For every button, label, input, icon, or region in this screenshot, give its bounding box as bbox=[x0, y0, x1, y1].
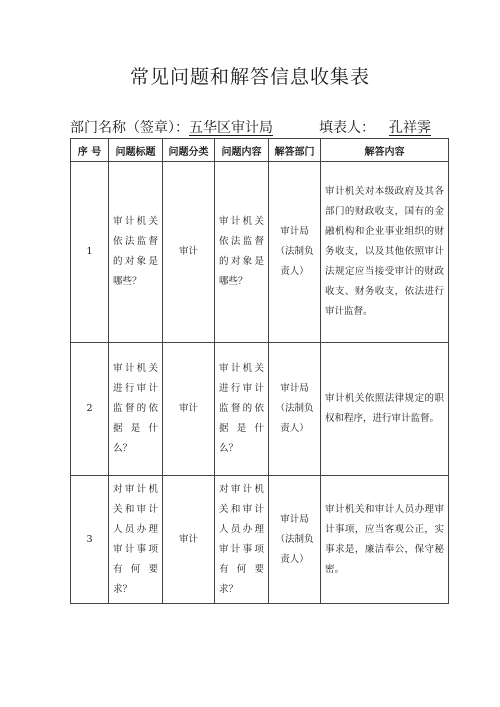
cell-answer: 审计机关和审计人员办理审计事项，应当客观公正，实事求是，廉洁奉公，保守秘密。 bbox=[321, 476, 449, 604]
cell-title: 对审计机关和审计人员办理审计事项有何要求？ bbox=[109, 476, 163, 604]
header-answer: 解答内容 bbox=[321, 139, 449, 162]
cell-content: 审计机关进行审计监督的依据是什么？ bbox=[215, 343, 269, 476]
form-meta bbox=[70, 117, 470, 137]
cell-category: 审计 bbox=[163, 162, 215, 343]
cell-content: 审计机关依法监督的对象是哪些？ bbox=[215, 162, 269, 343]
cell-dept: 审计局（法制负责人） bbox=[269, 343, 321, 476]
table-row bbox=[71, 343, 449, 476]
cell-category: 审计 bbox=[163, 343, 215, 476]
cell-category: 审计 bbox=[163, 476, 215, 604]
form-title: 常见问题和解答信息收集表 bbox=[129, 66, 370, 88]
header-no: 序 号 bbox=[71, 139, 109, 162]
cell-no: 2 bbox=[71, 343, 109, 476]
header-category: 问题分类 bbox=[163, 139, 215, 162]
dept-value: 五华区审计局 bbox=[189, 120, 273, 136]
filler-value: 孔祥霁 bbox=[389, 120, 431, 136]
filler-label: 填表人： bbox=[319, 120, 375, 136]
cell-no: 1 bbox=[71, 162, 109, 343]
cell-dept: 审计局（法制负责人） bbox=[269, 476, 321, 604]
table-header-row bbox=[71, 139, 449, 162]
cell-dept: 审计局（法制负责人） bbox=[269, 162, 321, 343]
cell-title: 审计机关依法监督的对象是哪些？ bbox=[109, 162, 163, 343]
cell-answer: 审计机关对本级政府及其各部门的财政收支，国有的金融机构和企业事业组织的财务收支，以及其他依照审计法规定应当接受审计的财政收支、财务收支，依法进行审计监督。 bbox=[321, 162, 449, 343]
header-title: 问题标题 bbox=[109, 139, 163, 162]
header-dept: 解答部门 bbox=[269, 139, 321, 162]
table-row bbox=[71, 162, 449, 343]
table-row bbox=[71, 476, 449, 604]
cell-content: 对审计机关和审计人员办理审计事项有何要求？ bbox=[215, 476, 269, 604]
cell-title: 审计机关进行审计监督的依据是什么？ bbox=[109, 343, 163, 476]
cell-no: 3 bbox=[71, 476, 109, 604]
cell-answer: 审计机关依照法律规定的职权和程序，进行审计监督。 bbox=[321, 343, 449, 476]
faq-table bbox=[70, 138, 449, 604]
header-content: 问题内容 bbox=[215, 139, 269, 162]
dept-label: 部门名称（签章）： bbox=[70, 120, 189, 136]
